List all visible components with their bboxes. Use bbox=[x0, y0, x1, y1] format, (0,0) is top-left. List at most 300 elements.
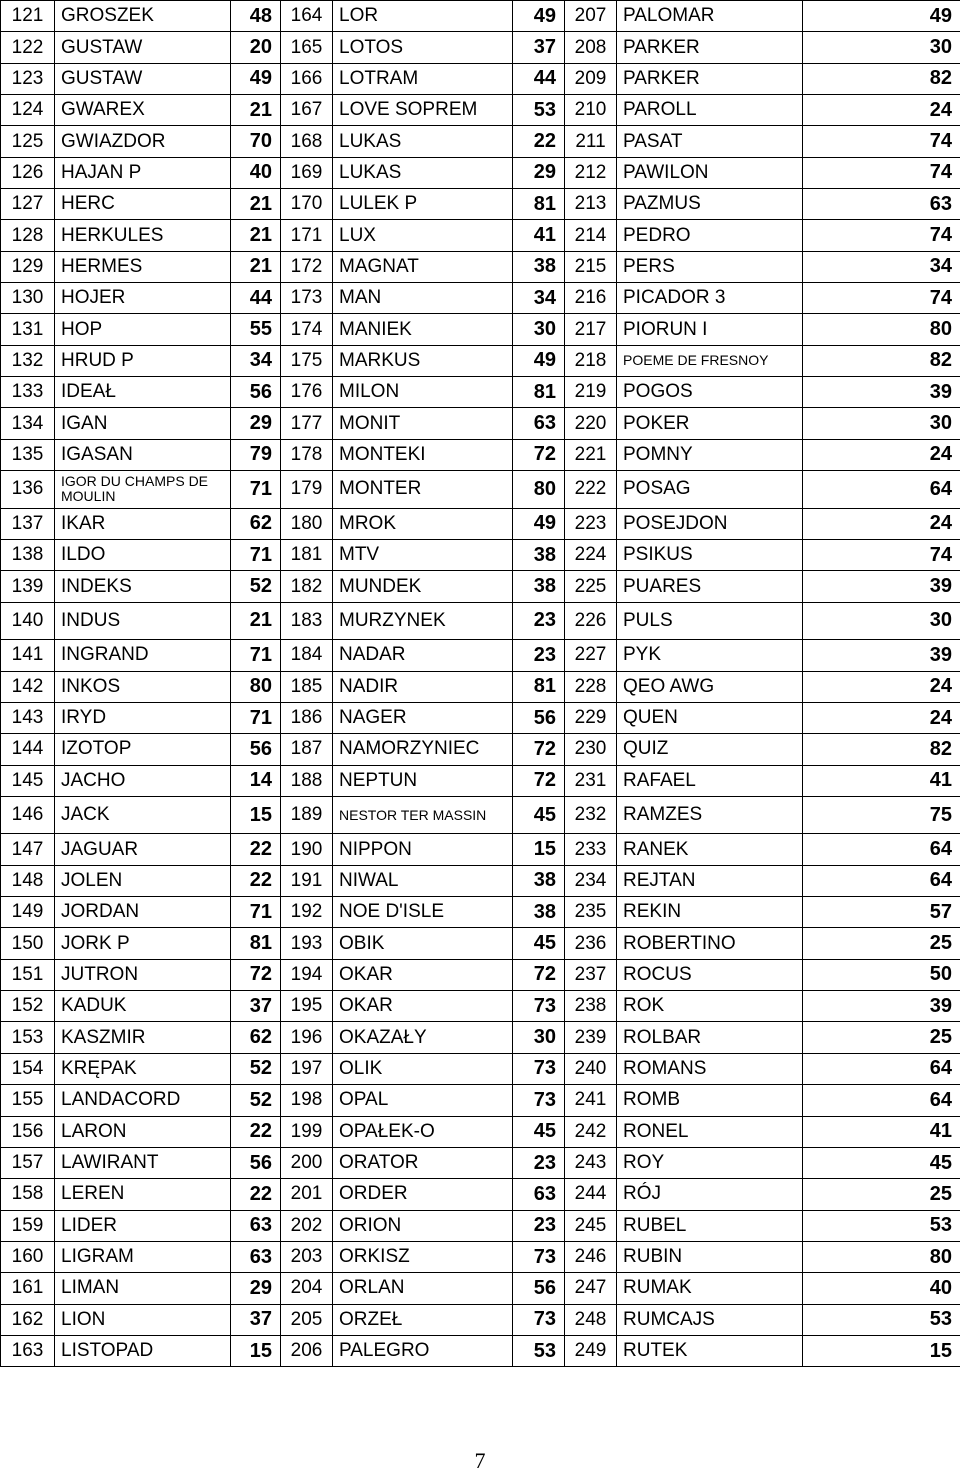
entry-number: 214 bbox=[565, 220, 617, 251]
entry-name: NADAR bbox=[333, 640, 513, 671]
entry-value: 82 bbox=[803, 63, 960, 94]
entry-name: LOR bbox=[333, 1, 513, 32]
entry-value: 39 bbox=[803, 377, 960, 408]
entry-value: 56 bbox=[513, 702, 565, 733]
entry-name: LULEK P bbox=[333, 189, 513, 220]
entry-name: ILDO bbox=[55, 540, 231, 571]
entry-name: JACK bbox=[55, 796, 231, 834]
entry-number: 197 bbox=[281, 1053, 333, 1084]
entry-number: 193 bbox=[281, 928, 333, 959]
entry-value: 62 bbox=[231, 1022, 281, 1053]
entry-value: 72 bbox=[513, 439, 565, 470]
entry-number: 152 bbox=[1, 991, 55, 1022]
entry-number: 136 bbox=[1, 471, 55, 509]
entry-value: 64 bbox=[803, 1085, 960, 1116]
entry-name: HERKULES bbox=[55, 220, 231, 251]
entry-number: 241 bbox=[565, 1085, 617, 1116]
entry-name: RUTEK bbox=[617, 1335, 803, 1366]
entry-name: OKAZAŁY bbox=[333, 1022, 513, 1053]
entry-value: 45 bbox=[803, 1147, 960, 1178]
entry-name: REJTAN bbox=[617, 865, 803, 896]
entry-number: 170 bbox=[281, 189, 333, 220]
table-row bbox=[1, 126, 960, 157]
entry-value: 73 bbox=[513, 1304, 565, 1335]
entry-value: 50 bbox=[803, 959, 960, 990]
table-row bbox=[1, 1, 960, 32]
table-row bbox=[1, 959, 960, 990]
entry-name: IZOTOP bbox=[55, 734, 231, 765]
entry-name: POSAG bbox=[617, 471, 803, 509]
entry-name: PEDRO bbox=[617, 220, 803, 251]
entry-value: 39 bbox=[803, 640, 960, 671]
entry-value: 22 bbox=[231, 1179, 281, 1210]
entry-name: RÓJ bbox=[617, 1179, 803, 1210]
entry-value: 81 bbox=[513, 671, 565, 702]
entry-number: 218 bbox=[565, 345, 617, 376]
entry-number: 243 bbox=[565, 1147, 617, 1178]
entry-number: 189 bbox=[281, 796, 333, 834]
entry-name: ROY bbox=[617, 1147, 803, 1178]
entry-name: OKAR bbox=[333, 959, 513, 990]
entry-number: 168 bbox=[281, 126, 333, 157]
entry-name: JORK P bbox=[55, 928, 231, 959]
entry-value: 24 bbox=[803, 95, 960, 126]
entry-value: 82 bbox=[803, 734, 960, 765]
entry-value: 25 bbox=[803, 1179, 960, 1210]
entry-name: MAGNAT bbox=[333, 251, 513, 282]
entry-value: 45 bbox=[513, 928, 565, 959]
entry-number: 248 bbox=[565, 1304, 617, 1335]
entry-number: 160 bbox=[1, 1241, 55, 1272]
table-row bbox=[1, 251, 960, 282]
entry-name: MANIEK bbox=[333, 314, 513, 345]
entry-name: LIDER bbox=[55, 1210, 231, 1241]
entry-value: 63 bbox=[803, 189, 960, 220]
entry-number: 227 bbox=[565, 640, 617, 671]
entry-number: 190 bbox=[281, 834, 333, 865]
entry-name: LUKAS bbox=[333, 157, 513, 188]
entry-number: 221 bbox=[565, 439, 617, 470]
entry-value: 40 bbox=[231, 157, 281, 188]
entry-number: 165 bbox=[281, 32, 333, 63]
entry-name: HOP bbox=[55, 314, 231, 345]
entry-number: 124 bbox=[1, 95, 55, 126]
entry-value: 34 bbox=[231, 345, 281, 376]
entry-name: POMNY bbox=[617, 439, 803, 470]
entry-number: 126 bbox=[1, 157, 55, 188]
entry-number: 178 bbox=[281, 439, 333, 470]
entry-value: 64 bbox=[803, 471, 960, 509]
entry-name: RONEL bbox=[617, 1116, 803, 1147]
entry-name: RUBIN bbox=[617, 1241, 803, 1272]
entry-number: 174 bbox=[281, 314, 333, 345]
entry-value: 81 bbox=[231, 928, 281, 959]
entry-value: 80 bbox=[231, 671, 281, 702]
entry-value: 23 bbox=[513, 640, 565, 671]
entry-value: 20 bbox=[231, 32, 281, 63]
entry-value: 37 bbox=[231, 991, 281, 1022]
entry-name: ROCUS bbox=[617, 959, 803, 990]
entry-value: 45 bbox=[513, 1116, 565, 1147]
entry-value: 63 bbox=[513, 1179, 565, 1210]
entry-value: 25 bbox=[803, 928, 960, 959]
entry-number: 231 bbox=[565, 765, 617, 796]
entry-name: HOJER bbox=[55, 283, 231, 314]
entry-number: 220 bbox=[565, 408, 617, 439]
entry-number: 194 bbox=[281, 959, 333, 990]
entry-name: HRUD P bbox=[55, 345, 231, 376]
entry-number: 202 bbox=[281, 1210, 333, 1241]
entry-value: 21 bbox=[231, 189, 281, 220]
entry-name: MILON bbox=[333, 377, 513, 408]
entry-name: OPAL bbox=[333, 1085, 513, 1116]
entry-name: GUSTAW bbox=[55, 32, 231, 63]
table-row bbox=[1, 1116, 960, 1147]
entry-name: MURZYNEK bbox=[333, 602, 513, 640]
entry-name: MROK bbox=[333, 508, 513, 539]
entry-name: OPAŁEK-O bbox=[333, 1116, 513, 1147]
table-row bbox=[1, 702, 960, 733]
entry-name: PYK bbox=[617, 640, 803, 671]
entry-number: 210 bbox=[565, 95, 617, 126]
entry-name: LION bbox=[55, 1304, 231, 1335]
entry-name: QUEN bbox=[617, 702, 803, 733]
entry-name: PAWILON bbox=[617, 157, 803, 188]
entry-name: IRYD bbox=[55, 702, 231, 733]
entry-value: 70 bbox=[231, 126, 281, 157]
entry-value: 41 bbox=[803, 1116, 960, 1147]
table-row bbox=[1, 157, 960, 188]
entry-name: NAGER bbox=[333, 702, 513, 733]
entry-name: PICADOR 3 bbox=[617, 283, 803, 314]
entry-number: 203 bbox=[281, 1241, 333, 1272]
entry-number: 158 bbox=[1, 1179, 55, 1210]
entry-name: LOTRAM bbox=[333, 63, 513, 94]
table-row bbox=[1, 1304, 960, 1335]
entry-value: 63 bbox=[231, 1241, 281, 1272]
entry-value: 80 bbox=[803, 314, 960, 345]
entry-value: 71 bbox=[231, 540, 281, 571]
entry-number: 185 bbox=[281, 671, 333, 702]
table-row bbox=[1, 314, 960, 345]
entry-number: 215 bbox=[565, 251, 617, 282]
entry-number: 242 bbox=[565, 1116, 617, 1147]
entry-value: 56 bbox=[231, 734, 281, 765]
entry-number: 123 bbox=[1, 63, 55, 94]
entry-value: 63 bbox=[513, 408, 565, 439]
entry-name: NIPPON bbox=[333, 834, 513, 865]
entry-value: 15 bbox=[231, 796, 281, 834]
entry-name: LIMAN bbox=[55, 1273, 231, 1304]
entry-value: 64 bbox=[803, 1053, 960, 1084]
entry-number: 153 bbox=[1, 1022, 55, 1053]
table-row bbox=[1, 734, 960, 765]
entry-name: ROK bbox=[617, 991, 803, 1022]
entry-number: 150 bbox=[1, 928, 55, 959]
entry-value: 24 bbox=[803, 508, 960, 539]
entry-name: HERMES bbox=[55, 251, 231, 282]
entry-number: 209 bbox=[565, 63, 617, 94]
entry-number: 149 bbox=[1, 897, 55, 928]
entry-value: 49 bbox=[231, 63, 281, 94]
table-row bbox=[1, 865, 960, 896]
entry-number: 225 bbox=[565, 571, 617, 602]
entry-value: 72 bbox=[231, 959, 281, 990]
entry-number: 145 bbox=[1, 765, 55, 796]
table-row bbox=[1, 220, 960, 251]
entry-number: 247 bbox=[565, 1273, 617, 1304]
entry-number: 223 bbox=[565, 508, 617, 539]
entry-number: 166 bbox=[281, 63, 333, 94]
entry-number: 175 bbox=[281, 345, 333, 376]
entry-value: 73 bbox=[513, 991, 565, 1022]
entry-value: 30 bbox=[803, 32, 960, 63]
entry-name: KADUK bbox=[55, 991, 231, 1022]
entry-value: 21 bbox=[231, 220, 281, 251]
entry-name: JUTRON bbox=[55, 959, 231, 990]
entry-value: 64 bbox=[803, 834, 960, 865]
table-row bbox=[1, 408, 960, 439]
entry-name: LEREN bbox=[55, 1179, 231, 1210]
entry-name: RANEK bbox=[617, 834, 803, 865]
entry-name: REKIN bbox=[617, 897, 803, 928]
entry-name: PULS bbox=[617, 602, 803, 640]
entry-value: 71 bbox=[231, 471, 281, 509]
entry-number: 169 bbox=[281, 157, 333, 188]
entry-number: 130 bbox=[1, 283, 55, 314]
entry-value: 73 bbox=[513, 1085, 565, 1116]
entry-value: 15 bbox=[513, 834, 565, 865]
entry-name: INDUS bbox=[55, 602, 231, 640]
entry-name: LOTOS bbox=[333, 32, 513, 63]
entry-number: 238 bbox=[565, 991, 617, 1022]
entry-number: 235 bbox=[565, 897, 617, 928]
entry-number: 135 bbox=[1, 439, 55, 470]
entry-value: 55 bbox=[231, 314, 281, 345]
entry-value: 39 bbox=[803, 571, 960, 602]
entry-value: 71 bbox=[231, 640, 281, 671]
entry-number: 151 bbox=[1, 959, 55, 990]
entry-number: 205 bbox=[281, 1304, 333, 1335]
entry-number: 191 bbox=[281, 865, 333, 896]
entry-name: HAJAN P bbox=[55, 157, 231, 188]
entry-name: ORLAN bbox=[333, 1273, 513, 1304]
entry-number: 179 bbox=[281, 471, 333, 509]
entry-value: 38 bbox=[513, 897, 565, 928]
entry-value: 41 bbox=[513, 220, 565, 251]
entry-number: 234 bbox=[565, 865, 617, 896]
entry-number: 188 bbox=[281, 765, 333, 796]
entry-name: PARKER bbox=[617, 32, 803, 63]
entry-number: 198 bbox=[281, 1085, 333, 1116]
table-row bbox=[1, 1179, 960, 1210]
table-row bbox=[1, 640, 960, 671]
table-row bbox=[1, 671, 960, 702]
entry-name: IKAR bbox=[55, 508, 231, 539]
entry-number: 186 bbox=[281, 702, 333, 733]
entry-value: 44 bbox=[513, 63, 565, 94]
entry-value: 74 bbox=[803, 283, 960, 314]
entry-number: 240 bbox=[565, 1053, 617, 1084]
entry-number: 239 bbox=[565, 1022, 617, 1053]
entry-value: 29 bbox=[513, 157, 565, 188]
table-row bbox=[1, 377, 960, 408]
entry-number: 143 bbox=[1, 702, 55, 733]
entry-value: 30 bbox=[513, 1022, 565, 1053]
entry-value: 71 bbox=[231, 702, 281, 733]
entry-value: 15 bbox=[803, 1335, 960, 1366]
entry-value: 38 bbox=[513, 540, 565, 571]
entry-number: 163 bbox=[1, 1335, 55, 1366]
entry-name: POEME DE FRESNOY bbox=[617, 345, 803, 376]
entry-name: NIWAL bbox=[333, 865, 513, 896]
entry-number: 173 bbox=[281, 283, 333, 314]
table-row bbox=[1, 1053, 960, 1084]
entry-number: 146 bbox=[1, 796, 55, 834]
entry-value: 56 bbox=[231, 377, 281, 408]
entry-number: 144 bbox=[1, 734, 55, 765]
entry-number: 140 bbox=[1, 602, 55, 640]
entry-value: 38 bbox=[513, 865, 565, 896]
entry-name: POSEJDON bbox=[617, 508, 803, 539]
entry-name: GROSZEK bbox=[55, 1, 231, 32]
entry-name: HERC bbox=[55, 189, 231, 220]
entry-number: 246 bbox=[565, 1241, 617, 1272]
entry-name: ROMANS bbox=[617, 1053, 803, 1084]
entry-name: NADIR bbox=[333, 671, 513, 702]
entry-number: 137 bbox=[1, 508, 55, 539]
entry-name: JORDAN bbox=[55, 897, 231, 928]
entry-number: 157 bbox=[1, 1147, 55, 1178]
entry-number: 132 bbox=[1, 345, 55, 376]
entry-number: 131 bbox=[1, 314, 55, 345]
entry-number: 154 bbox=[1, 1053, 55, 1084]
table-row bbox=[1, 63, 960, 94]
entry-value: 38 bbox=[513, 251, 565, 282]
entry-value: 37 bbox=[513, 32, 565, 63]
entry-name: PALOMAR bbox=[617, 1, 803, 32]
entry-value: 34 bbox=[803, 251, 960, 282]
entry-value: 22 bbox=[231, 834, 281, 865]
entry-number: 206 bbox=[281, 1335, 333, 1366]
entry-name: MONTER bbox=[333, 471, 513, 509]
entry-number: 139 bbox=[1, 571, 55, 602]
entry-number: 217 bbox=[565, 314, 617, 345]
entry-name: NOE D'ISLE bbox=[333, 897, 513, 928]
entry-value: 34 bbox=[513, 283, 565, 314]
entry-value: 72 bbox=[513, 734, 565, 765]
entry-number: 167 bbox=[281, 95, 333, 126]
table-row bbox=[1, 1147, 960, 1178]
entry-number: 244 bbox=[565, 1179, 617, 1210]
entry-value: 15 bbox=[231, 1335, 281, 1366]
table-row bbox=[1, 439, 960, 470]
entry-number: 176 bbox=[281, 377, 333, 408]
entry-number: 162 bbox=[1, 1304, 55, 1335]
entry-number: 222 bbox=[565, 471, 617, 509]
table-row bbox=[1, 897, 960, 928]
entry-number: 207 bbox=[565, 1, 617, 32]
entry-value: 63 bbox=[231, 1210, 281, 1241]
entry-number: 233 bbox=[565, 834, 617, 865]
entry-value: 56 bbox=[231, 1147, 281, 1178]
entry-number: 208 bbox=[565, 32, 617, 63]
entry-number: 180 bbox=[281, 508, 333, 539]
entry-number: 125 bbox=[1, 126, 55, 157]
entry-value: 21 bbox=[231, 251, 281, 282]
entry-number: 230 bbox=[565, 734, 617, 765]
entry-name: KRĘPAK bbox=[55, 1053, 231, 1084]
entry-value: 74 bbox=[803, 540, 960, 571]
entry-number: 142 bbox=[1, 671, 55, 702]
entry-name: QUIZ bbox=[617, 734, 803, 765]
entry-name: GUSTAW bbox=[55, 63, 231, 94]
entry-name: LANDACORD bbox=[55, 1085, 231, 1116]
entry-name: RAFAEL bbox=[617, 765, 803, 796]
entry-number: 201 bbox=[281, 1179, 333, 1210]
entry-name: PAROLL bbox=[617, 95, 803, 126]
entry-name: PIORUN I bbox=[617, 314, 803, 345]
entry-number: 183 bbox=[281, 602, 333, 640]
table-row bbox=[1, 283, 960, 314]
entry-value: 49 bbox=[513, 508, 565, 539]
entry-value: 39 bbox=[803, 991, 960, 1022]
entry-number: 236 bbox=[565, 928, 617, 959]
entry-value: 53 bbox=[513, 1335, 565, 1366]
entry-number: 156 bbox=[1, 1116, 55, 1147]
entry-number: 129 bbox=[1, 251, 55, 282]
entry-value: 44 bbox=[231, 283, 281, 314]
entry-value: 79 bbox=[231, 439, 281, 470]
entry-value: 57 bbox=[803, 897, 960, 928]
entry-name: GWAREX bbox=[55, 95, 231, 126]
entry-value: 41 bbox=[803, 765, 960, 796]
entry-value: 49 bbox=[513, 345, 565, 376]
entry-name: LAWIRANT bbox=[55, 1147, 231, 1178]
entry-value: 38 bbox=[513, 571, 565, 602]
entry-value: 29 bbox=[231, 1273, 281, 1304]
entry-number: 177 bbox=[281, 408, 333, 439]
entry-value: 23 bbox=[513, 1210, 565, 1241]
table-row bbox=[1, 765, 960, 796]
table-row bbox=[1, 991, 960, 1022]
table-row bbox=[1, 189, 960, 220]
table-row bbox=[1, 508, 960, 539]
entry-name: ROBERTINO bbox=[617, 928, 803, 959]
entry-value: 53 bbox=[803, 1210, 960, 1241]
entry-name: JACHO bbox=[55, 765, 231, 796]
entry-value: 49 bbox=[803, 1, 960, 32]
entry-value: 81 bbox=[513, 377, 565, 408]
entry-number: 133 bbox=[1, 377, 55, 408]
entry-number: 237 bbox=[565, 959, 617, 990]
entry-name: LUX bbox=[333, 220, 513, 251]
entry-name: NAMORZYNIEC bbox=[333, 734, 513, 765]
entry-value: 80 bbox=[803, 1241, 960, 1272]
table-row bbox=[1, 1210, 960, 1241]
table-row bbox=[1, 345, 960, 376]
entry-value: 72 bbox=[513, 765, 565, 796]
entry-value: 52 bbox=[231, 1085, 281, 1116]
entry-name: RUBEL bbox=[617, 1210, 803, 1241]
entry-value: 24 bbox=[803, 702, 960, 733]
entry-name: ORATOR bbox=[333, 1147, 513, 1178]
entry-number: 122 bbox=[1, 32, 55, 63]
entry-name: JOLEN bbox=[55, 865, 231, 896]
entry-value: 30 bbox=[513, 314, 565, 345]
entry-name: MONIT bbox=[333, 408, 513, 439]
entry-number: 216 bbox=[565, 283, 617, 314]
